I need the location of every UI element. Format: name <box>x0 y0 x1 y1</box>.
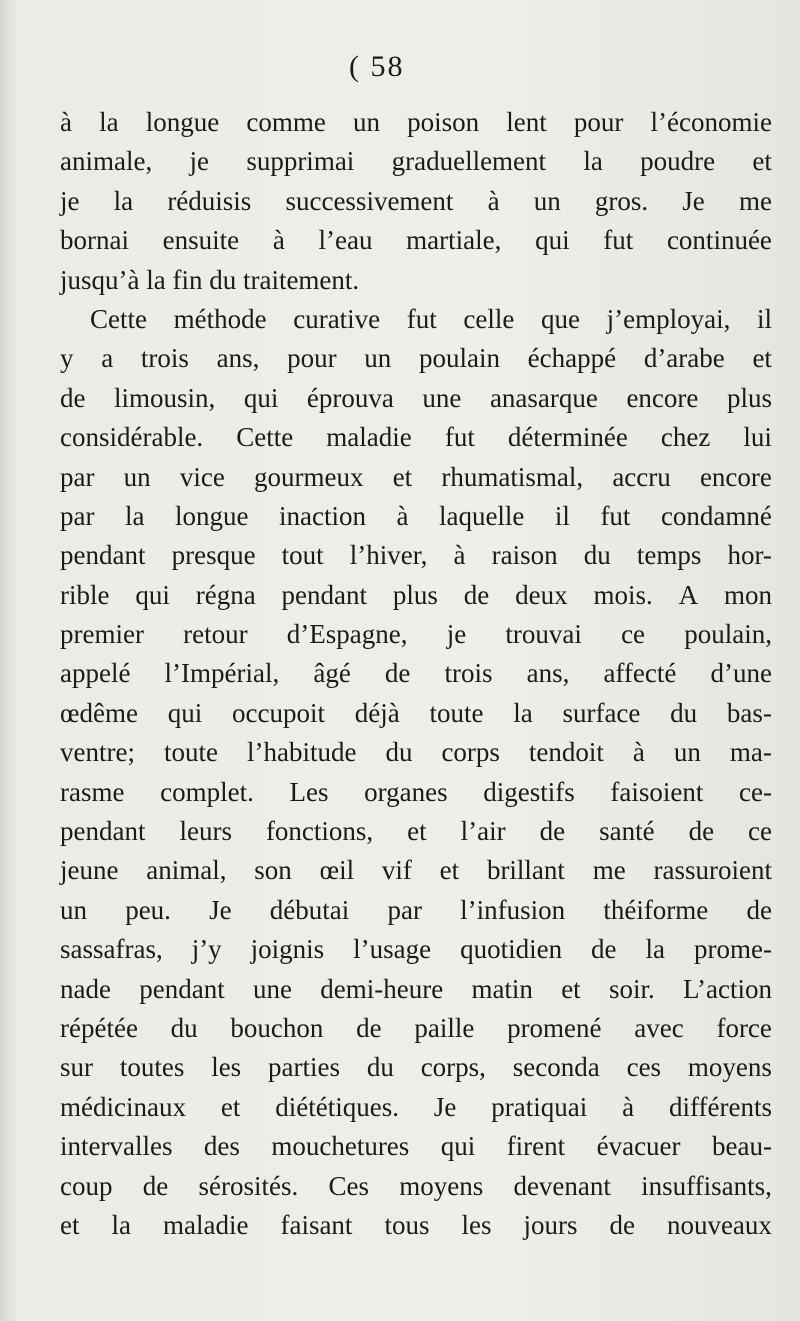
word: peu. <box>125 894 171 925</box>
text-line <box>60 300 772 339</box>
word: l’eau <box>318 225 373 256</box>
word: parties <box>268 1052 341 1083</box>
word: anasarque <box>489 382 598 413</box>
word: du <box>670 697 698 728</box>
word: tous <box>384 1209 430 1240</box>
body-text <box>60 103 772 1245</box>
word: pour <box>573 107 624 137</box>
word: martiale, <box>406 225 502 256</box>
word: hor- <box>727 540 772 571</box>
text-line <box>60 654 772 693</box>
word: coup <box>60 1170 113 1201</box>
text-line <box>60 615 772 654</box>
word: de <box>688 816 715 847</box>
word: beau- <box>711 1131 772 1162</box>
word: la <box>583 146 603 177</box>
word: plus <box>726 382 772 413</box>
word: rhumatismal, <box>441 461 584 492</box>
word: corps, <box>420 1052 486 1083</box>
word: par <box>60 461 95 492</box>
word: lent <box>506 107 547 137</box>
word: méthode <box>173 303 267 334</box>
word: gros. <box>594 185 649 216</box>
word: soir. <box>608 973 655 1004</box>
word: jours <box>523 1209 578 1240</box>
text-line <box>60 182 772 221</box>
text-line <box>60 694 772 733</box>
word: Je <box>682 185 705 216</box>
word: un <box>364 343 392 374</box>
word: et <box>392 461 413 492</box>
text-line <box>60 497 772 536</box>
word: organes <box>364 776 448 807</box>
word: je <box>189 146 210 177</box>
text-line <box>60 339 772 378</box>
word: toutes <box>119 1052 185 1083</box>
word: seconda <box>512 1052 600 1083</box>
word: santé <box>599 816 655 847</box>
text-line <box>60 142 772 181</box>
word: Je <box>209 894 232 925</box>
word: encore <box>699 461 772 492</box>
word: qui <box>167 697 203 728</box>
word: bouchon <box>230 1012 324 1043</box>
word: réduisis <box>167 185 252 216</box>
word: limousin, <box>114 382 216 413</box>
text-line <box>60 970 772 1009</box>
word: pratiquai <box>491 1091 588 1122</box>
word: tendoit <box>528 737 604 768</box>
word: ans, <box>526 658 570 689</box>
word: intervalles <box>60 1131 173 1162</box>
word: la <box>99 107 119 137</box>
word: œil <box>319 855 355 886</box>
word: une <box>422 382 462 413</box>
word: et <box>561 973 581 1004</box>
word: œdême <box>60 697 138 728</box>
word: trois <box>140 343 189 374</box>
word: de <box>609 1209 635 1240</box>
word: débutai <box>269 894 350 925</box>
word: firent <box>506 1131 566 1162</box>
word: vif <box>381 855 412 886</box>
word: toute <box>429 697 484 728</box>
word: leurs <box>179 816 232 847</box>
word: pour <box>287 343 337 374</box>
word: la <box>111 1209 131 1240</box>
word: de <box>384 658 411 689</box>
word: du <box>170 1012 198 1043</box>
word: trois <box>444 658 493 689</box>
word: les <box>211 1052 242 1083</box>
word: fut <box>406 303 437 334</box>
word: vice <box>179 461 225 492</box>
word: me <box>592 855 626 886</box>
word: moyens <box>399 1170 484 1201</box>
word: inaction <box>278 500 366 531</box>
text-line <box>60 1167 772 1206</box>
word: jeune <box>60 855 119 886</box>
text-line <box>60 1206 772 1245</box>
word: la <box>645 934 665 965</box>
word: pendant <box>281 579 368 610</box>
word: comme <box>246 107 326 137</box>
word: retour <box>183 619 248 650</box>
word: promené <box>507 1012 602 1043</box>
word: du <box>583 540 611 571</box>
text-line <box>60 576 772 615</box>
word: force <box>716 1012 772 1043</box>
word: il <box>756 303 772 334</box>
word: moyens <box>687 1052 772 1083</box>
word: joignis <box>250 934 325 965</box>
word: échappé <box>527 343 617 374</box>
word: mon <box>723 579 772 610</box>
word: à <box>396 500 409 531</box>
text-line <box>60 418 772 457</box>
word: affecté <box>603 658 677 689</box>
word: ensuite <box>162 225 240 256</box>
word: de <box>356 1012 382 1043</box>
word: à <box>632 737 645 768</box>
word: curative <box>293 303 381 334</box>
text-line <box>60 930 772 969</box>
word: Ces <box>328 1170 369 1201</box>
word: pendant <box>60 540 146 571</box>
word: brillant <box>486 855 565 886</box>
word: éprouva <box>306 382 394 413</box>
text-line <box>60 851 772 890</box>
word: pendant <box>139 973 225 1004</box>
word: Cette <box>90 303 147 334</box>
word: raison <box>491 540 558 571</box>
word: animale, <box>60 146 153 177</box>
word: l’Impérial, <box>164 658 280 689</box>
text-line <box>60 1009 772 1048</box>
word: âgé <box>313 658 351 689</box>
word: corps <box>441 737 500 768</box>
word: maladie <box>326 422 412 453</box>
word: ce- <box>739 776 772 807</box>
word: demi-heure <box>320 973 444 1004</box>
text-line <box>60 536 772 575</box>
word: évacuer <box>596 1131 681 1162</box>
word: continuée <box>666 225 772 256</box>
word: poulain <box>418 343 500 374</box>
word: un <box>352 107 380 137</box>
word: d’une <box>710 658 772 689</box>
word: fut <box>603 225 634 256</box>
word: sérosités. <box>198 1170 299 1201</box>
text-line: jusqu’à la fin du traitement. <box>60 264 360 295</box>
word: presque <box>171 540 256 571</box>
word: par <box>387 894 422 925</box>
word: fonctions, <box>265 816 374 847</box>
word: laquelle <box>438 500 525 531</box>
word: appelé <box>60 658 131 689</box>
word: d’arabe <box>643 343 725 374</box>
word: ce <box>748 816 772 847</box>
word: il <box>554 500 570 531</box>
word: toute <box>163 737 218 768</box>
word: L’action <box>683 973 772 1004</box>
word: diététiques. <box>275 1091 399 1122</box>
word: la <box>513 697 533 728</box>
word: encore <box>626 382 699 413</box>
page-number: ( 58 <box>349 50 405 83</box>
word: me <box>738 185 772 216</box>
word: l’habitude <box>246 737 357 768</box>
word: l’usage <box>353 934 432 965</box>
word: sassafras, <box>60 934 163 965</box>
word: Je <box>433 1091 457 1122</box>
word: bornai <box>60 225 129 256</box>
word: régna <box>195 579 256 610</box>
word: qui <box>440 1131 476 1162</box>
word: surface <box>562 697 641 728</box>
word: de <box>539 816 566 847</box>
word: que <box>541 303 580 334</box>
word: à <box>60 107 72 137</box>
word: et <box>752 146 772 177</box>
word: faisant <box>280 1209 353 1240</box>
word: de <box>746 894 772 925</box>
word: poison <box>407 107 480 137</box>
word: je <box>60 185 80 216</box>
word: et <box>407 816 427 847</box>
word: successivement <box>285 185 454 216</box>
word: déterminée <box>507 422 628 453</box>
word: ces <box>626 1052 662 1083</box>
word: occupoit <box>231 697 325 728</box>
word: Les <box>289 776 329 807</box>
word: considérable. <box>60 422 204 453</box>
word: d’Espagne, <box>286 619 408 650</box>
word: de <box>591 934 617 965</box>
word: tout <box>281 540 324 571</box>
word: animal, <box>146 855 227 886</box>
word: déjà <box>354 697 400 728</box>
word: de <box>60 382 86 413</box>
word: graduellement <box>391 146 547 177</box>
word: sur <box>60 1052 93 1083</box>
word: je <box>446 619 467 650</box>
word: un <box>673 737 701 768</box>
word: faisoient <box>610 776 704 807</box>
word: nouveaux <box>666 1209 772 1240</box>
word: différents <box>668 1091 772 1122</box>
word: chez <box>660 422 711 453</box>
text-line <box>60 221 772 260</box>
word: supprimai <box>246 146 355 177</box>
word: celle <box>463 303 515 334</box>
word: matin <box>471 973 533 1004</box>
word: à <box>487 185 500 216</box>
word: j’y <box>191 934 222 965</box>
word: Cette <box>236 422 294 453</box>
word: la <box>113 185 134 216</box>
word: la <box>124 500 145 531</box>
word: longue <box>145 107 220 137</box>
word: mouchetures <box>271 1131 410 1162</box>
word: et <box>220 1091 241 1122</box>
word: ma- <box>729 737 772 768</box>
word: et <box>752 343 772 374</box>
word: quotidien <box>460 934 563 965</box>
word: qui <box>243 382 279 413</box>
word: gourmeux <box>254 461 364 492</box>
word: condamné <box>660 500 772 531</box>
word: rasme <box>60 776 125 807</box>
word: les <box>461 1209 492 1240</box>
word: un <box>123 461 151 492</box>
word: et <box>60 1209 80 1240</box>
text-line <box>60 891 772 930</box>
word: prome- <box>693 934 772 965</box>
word: ce <box>621 619 646 650</box>
word: ans, <box>216 343 260 374</box>
word: poulain, <box>684 619 772 650</box>
word: un <box>533 185 561 216</box>
word: médicinaux <box>60 1091 186 1122</box>
text-line <box>60 1127 772 1166</box>
word: accru <box>612 461 671 492</box>
text-line <box>60 1048 772 1087</box>
word: a <box>101 343 114 374</box>
word: avec <box>634 1012 684 1043</box>
word: nade <box>60 973 111 1004</box>
word: trouvai <box>505 619 582 650</box>
word: premier <box>60 619 144 650</box>
text-line <box>60 733 772 772</box>
word: une <box>252 973 292 1004</box>
word: un <box>60 894 87 925</box>
word: complet. <box>160 776 254 807</box>
word: paille <box>414 1012 475 1043</box>
word: qui <box>535 225 570 256</box>
word: bas- <box>726 697 772 728</box>
word: pendant <box>60 816 146 847</box>
word: du <box>366 1052 394 1083</box>
word: l’hiver, <box>349 540 428 571</box>
word: théiforme <box>603 894 709 925</box>
word: rassuroient <box>653 855 772 886</box>
word: à <box>453 540 466 571</box>
word: y <box>60 343 74 374</box>
text-line <box>60 379 772 418</box>
text-line <box>60 812 772 851</box>
word: à <box>622 1091 635 1122</box>
word: deux <box>515 579 568 610</box>
word: et <box>439 855 460 886</box>
word: qui <box>135 579 170 610</box>
word: fut <box>444 422 475 453</box>
word: l’économie <box>650 107 772 137</box>
word: poudre <box>640 146 716 177</box>
word: ventre; <box>60 737 135 768</box>
text-line <box>60 458 772 497</box>
word: son <box>254 855 292 886</box>
text-line <box>60 1088 772 1127</box>
word: rible <box>60 579 110 610</box>
word: insuffisants, <box>641 1170 772 1201</box>
word: à <box>272 225 285 256</box>
word: mois. <box>593 579 653 610</box>
text-line <box>60 773 772 812</box>
word: des <box>203 1131 240 1162</box>
word: lui <box>743 422 772 453</box>
word: j’employai, <box>606 303 731 334</box>
word: de <box>142 1170 169 1201</box>
word: maladie <box>163 1209 249 1240</box>
word: digestifs <box>483 776 575 807</box>
word: plus <box>392 579 438 610</box>
word: longue <box>174 500 249 531</box>
word: devenant <box>513 1170 611 1201</box>
word: l’air <box>460 816 506 847</box>
word: répétée <box>60 1012 138 1043</box>
word: du <box>385 737 413 768</box>
word: par <box>60 500 95 531</box>
word: l’infusion <box>460 894 566 925</box>
text-line <box>60 103 772 142</box>
word: temps <box>636 540 702 571</box>
word: fut <box>600 500 631 531</box>
word: A <box>678 579 699 610</box>
word: de <box>463 579 490 610</box>
